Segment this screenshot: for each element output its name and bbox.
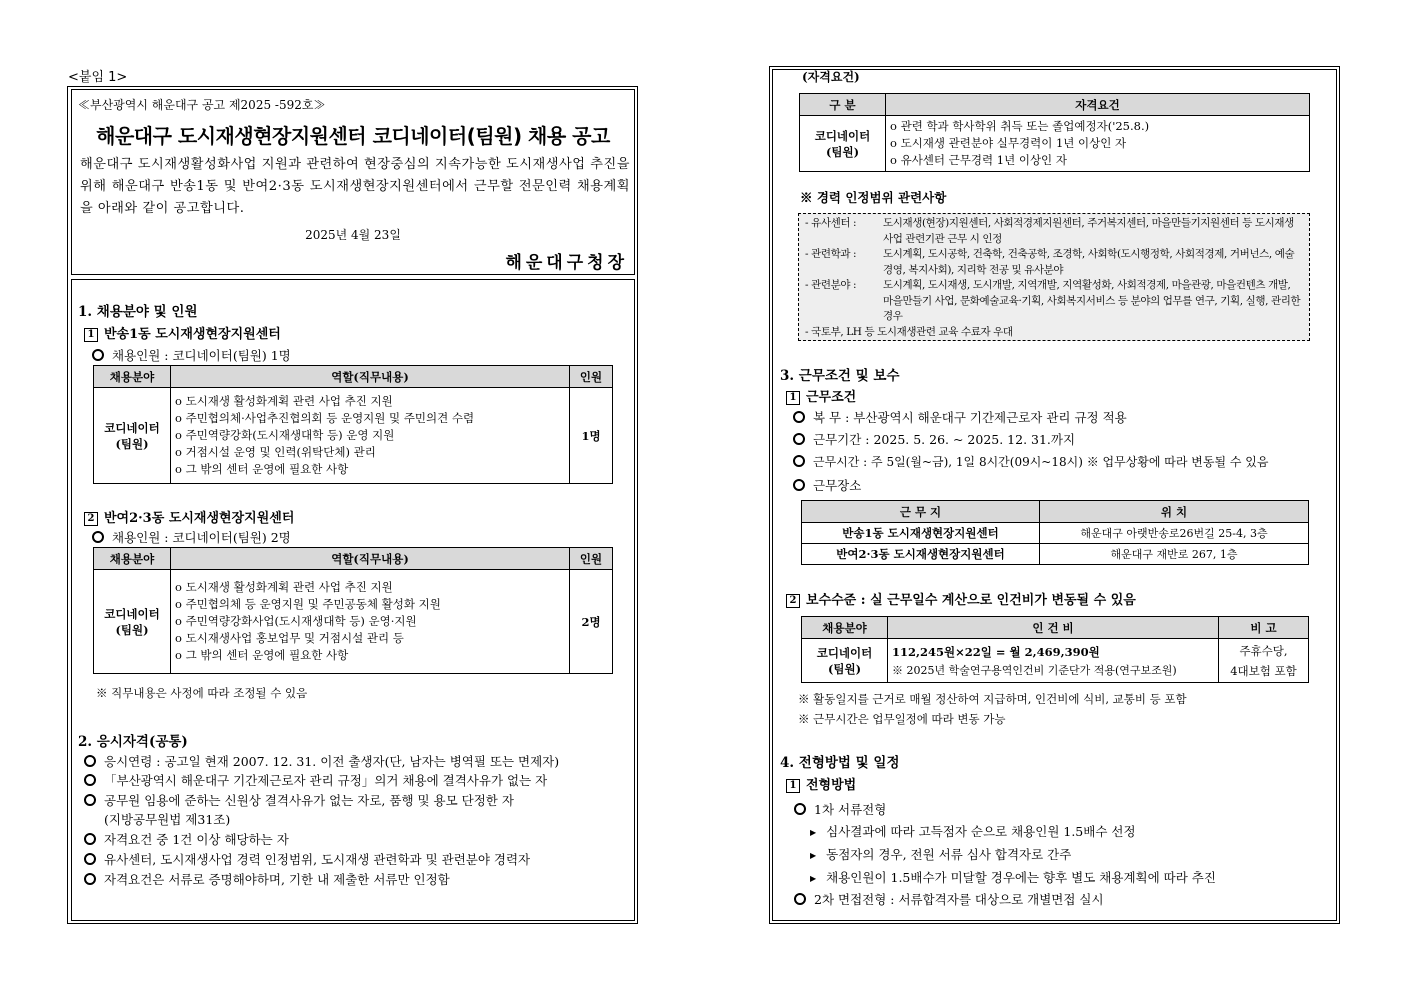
roles-cell [171,570,570,674]
condition-item: 복 무 : 부산광역시 해운대구 기간제근로자 관리 규정 적용 [793,408,1127,426]
role-item: o 거점시설 운영 및 인력(위탁단체) 관리 [175,445,376,459]
scope-item: - 관련학과 : 도시계획, 도시공학, 건축학, 건축공학, 조경학, 사회학(도시행정학, 사회적경제, 거버넌스, 예술경영, 복지사회), 지리학 전공 및 유사분야 [805,248,1295,276]
count-cell: 2명 [570,570,613,674]
selection-bullet: ▶ 동점자의 경우, 전원 서류 심사 합격자로 간주 [810,847,1072,862]
circle-bullet-icon [84,853,96,865]
pay-amount: 112,245원×22일 = 월 2,469,390원 [892,644,1100,659]
center2-heading [84,507,294,526]
circle-bullet-icon [84,873,96,885]
circle-bullet-icon [793,479,805,491]
table-header: 인원 [570,548,613,570]
center1-count-line: 채용인원 : 코디네이터(팀원) 1명 [92,346,291,364]
role-item: o 주민역량강화사업(도시재생대학 등) 운영·지원 [175,614,417,628]
scope-title: ※ 경력 인정범위 관련사항 [800,190,947,205]
table-header: 비 고 [1219,617,1309,639]
workplace-address: 해운대구 재반로 267, 1층 [1040,544,1309,565]
eligibility-item: 자격요건 중 1건 이상 해당하는 자 [84,830,289,848]
eligibility-item: 「부산광역시 해운대구 기간제근로자 관리 규정」의거 채용에 결격사유가 없는 자 [84,771,547,789]
scope-item: - 관련분야 : 도시계획, 도시재생, 도시개발, 지역개발, 지역활성화, 사회적경제, 마을관광, 마을컨텐츠 개발, 마을만들기 사업, 문화예술교육·기획, 사회복지서비스 등 분야의 업무를 연구, 기획, 실행, 관리한 경우 [805,279,1301,322]
section4-title: 4. 전형방법 및 일정 [780,755,900,771]
career-scope-box [798,213,1310,341]
selection-method-number: 1 [786,779,800,793]
qualification-label: (자격요건) [802,70,860,84]
table-header: 채용분야 [94,366,171,388]
work-conditions-number: 1 [786,391,800,405]
eligibility-item: 공무원 임용에 준하는 신원상 결격사유가 없는 자로, 품행 및 용모 단정한 자 [84,791,514,809]
pay-heading: 2 보수수준 : 실 근무일수 계산으로 인건비가 변동될 수 있음 [786,589,1136,608]
workplace-name: 반여2·3동 도시재생현장지원센터 [802,544,1040,565]
condition-item: 근무기간 : 2025. 5. 26. ~ 2025. 12. 31.까지 [793,430,1075,448]
center2-table [93,547,613,674]
selection-stage-2: 2차 면접전형 : 서류합격자를 대상으로 개별면접 실시 [794,890,1104,908]
section3-title: 3. 근무조건 및 보수 [780,368,900,384]
scope-item: - 국토부, LH 등 도시재생관련 교육 수료자 우대 [805,325,1013,338]
section1-title: 1. 채용분야 및 인원 [78,304,198,320]
role-item: o 주민협의체 등 운영지원 및 주민공동체 활성화 지원 [175,597,441,611]
field-cell: 코디네이터 (팀원) [94,570,171,674]
circle-bullet-icon [84,755,96,767]
attachment-label: <붙임 1> [68,70,128,85]
eligibility-item-continued: (지방공무원법 제31조) [104,812,231,827]
selection-method-heading: 1 전형방법 [786,774,856,793]
eligibility-item: 유사센터, 도시재생사업 경력 인정범위, 도시재생 관련학과 및 관련분야 경력자 [84,850,530,868]
workplace-table [801,500,1309,565]
table-header: 자격요건 [886,94,1310,116]
circle-bullet-icon [92,349,104,361]
circle-bullet-icon [84,833,96,845]
notice-intro: 해운대구 도시재생활성화사업 지원과 관련하여 현장중심의 지속가능한 도시재생사업 추진을 위해 해운대구 반송1동 및 반여2·3동 도시재생현장지원센터에서 근무할 전문인력 채용계획을 아래와 같이 공고합니다. [80,157,630,216]
notice-date: 2025년 4월 23일 [305,228,401,242]
table-header: 구 분 [800,94,886,116]
qualification-table [799,93,1310,172]
pay-cell [888,639,1219,683]
role-item: o 도시재생 활성화계획 관련 사업 추진 지원 [175,394,393,408]
circle-bullet-icon [84,794,96,806]
table-header: 역할(직무내용) [171,548,570,570]
center1-table [93,365,613,484]
triangle-bullet-icon: ▶ [810,874,817,883]
selection-stage-1: 1차 서류전형 [794,800,886,818]
center1-number: 1 [84,328,98,342]
pay-number: 2 [786,594,800,608]
pay-table [801,616,1309,683]
role-item: o 주민역량강화(도시재생대학 등) 운영 지원 [175,428,395,442]
selection-bullet: ▶ 채용인원이 1.5배수가 미달할 경우에는 향후 별도 채용계획에 따라 추진 [810,870,1216,885]
requirement-item: o 도시재생 관련분야 실무경력이 1년 이상인 자 [890,136,1127,150]
notice-signer: 해운대구청장 [505,253,628,273]
circle-bullet-icon [84,774,96,786]
center2-number: 2 [84,512,98,526]
notice-number: ≪부산광역시 해운대구 공고 제2025 -592호≫ [78,98,326,112]
table-header: 인 건 비 [888,617,1219,639]
eligibility-item: 자격요건은 서류로 증명해야하며, 기한 내 제출한 서류만 인정함 [84,870,450,888]
circle-bullet-icon [794,803,806,815]
role-item: o 도시재생 활성화계획 관련 사업 추진 지원 [175,580,393,594]
role-item: o 주민협의체·사업추진협의회 등 운영지원 및 주민의견 수렴 [175,411,475,425]
triangle-bullet-icon: ▶ [810,851,817,860]
center1-heading [84,323,281,342]
center2-count-line: 채용인원 : 코디네이터(팀원) 2명 [92,528,291,546]
roles-cell [171,388,570,484]
table-header: 역할(직무내용) [171,366,570,388]
workplace-name: 반송1동 도시재생현장지원센터 [802,523,1040,544]
field-cell: 코디네이터 (팀원) [800,116,886,172]
section2-title: 2. 응시자격(공통) [78,734,188,750]
table-header: 채용분야 [94,548,171,570]
requirements-cell [886,116,1310,172]
role-item: o 도시재생사업 홍보업무 및 거점시설 관리 등 [175,631,404,645]
circle-bullet-icon [793,411,805,423]
pay-note-2: ※ 근무시간은 업무일정에 따라 변동 가능 [798,712,1006,726]
center2-title: 반여2·3동 도시재생현장지원센터 [104,511,295,526]
scope-item: - 유사센터 : 도시재생(현장)지원센터, 사회적경제지원센터, 주거복지센터, 마을만들기지원센터 등 도시재생사업 관련기관 근무 시 인정 [805,217,1294,245]
circle-bullet-icon [92,531,104,543]
count-cell: 1명 [570,388,613,484]
center1-title: 반송1동 도시재생현장지원센터 [104,327,281,342]
pay-note-1: ※ 활동일지를 근거로 매월 정산하여 지급하며, 인건비에 식비, 교통비 등 포함 [798,692,1187,706]
requirement-item: o 유사센터 근무경력 1년 이상인 자 [890,153,1067,167]
work-conditions-heading: 1 근무조건 [786,386,856,405]
pay-remark: 주휴수당, 4대보험 포함 [1219,639,1309,683]
triangle-bullet-icon: ▶ [810,828,817,837]
circle-bullet-icon [794,893,806,905]
circle-bullet-icon [793,455,805,467]
selection-bullet: ▶ 심사결과에 따라 고득점자 순으로 채용인원 1.5배수 선정 [810,824,1136,839]
eligibility-item: 응시연령 : 공고일 현재 2007. 12. 31. 이전 출생자(단, 남자는 병역필 또는 면제자) [84,752,559,770]
role-item: o 그 밖의 센터 운영에 필요한 사항 [175,648,349,662]
circle-bullet-icon [793,433,805,445]
role-item: o 그 밖의 센터 운영에 필요한 사항 [175,462,349,476]
field-cell: 코디네이터 (팀원) [802,639,888,683]
notice-title: 해운대구 도시재생현장지원센터 코디네이터(팀원) 채용 공고 [96,124,610,148]
table-header: 인원 [570,366,613,388]
notice-header-box [71,89,635,275]
condition-item: 근무장소 [793,476,861,494]
requirement-item: o 관련 학과 학사학위 취득 또는 졸업예정자('25.8.) [890,119,1150,133]
pay-note: ※ 2025년 학술연구용역인건비 기준단가 적용(연구보조원) [892,663,1177,677]
condition-item: 근무시간 : 주 5일(월~금), 1일 8시간(09시~18시) ※ 업무상황에 따라 변동될 수 있음 [793,453,1269,470]
field-cell: 코디네이터 (팀원) [94,388,171,484]
workplace-address: 해운대구 아랫반송로26번길 25-4, 3층 [1040,523,1309,544]
table-header: 위 치 [1040,501,1309,523]
duty-note: ※ 직무내용은 사정에 따라 조정될 수 있음 [96,686,308,700]
table-header: 채용분야 [802,617,888,639]
table-header: 근 무 지 [802,501,1040,523]
